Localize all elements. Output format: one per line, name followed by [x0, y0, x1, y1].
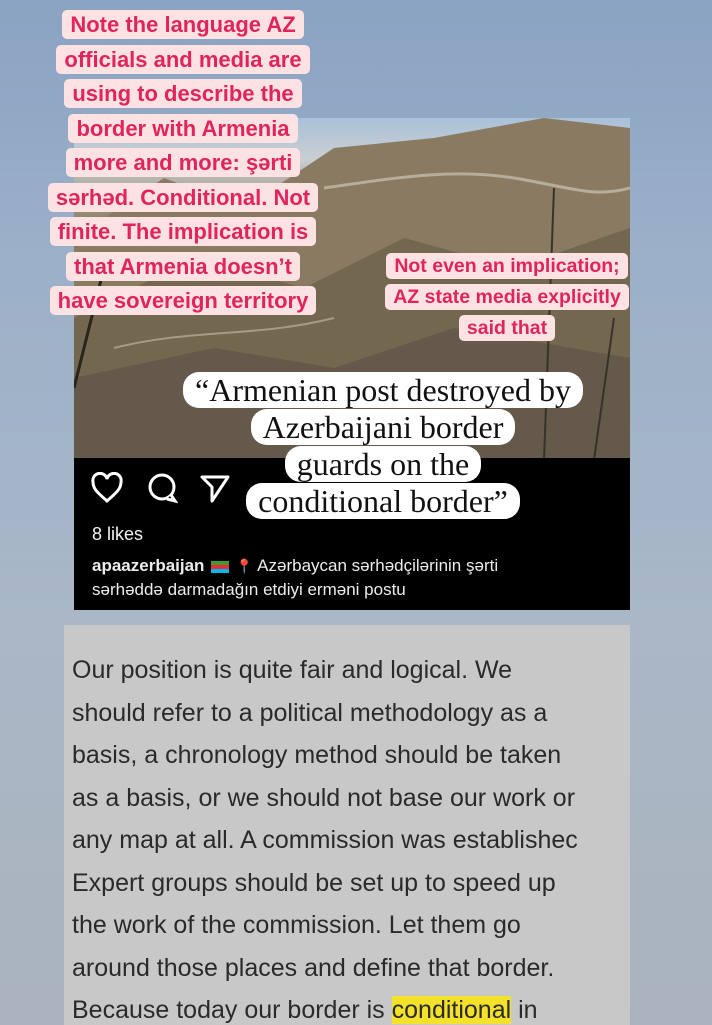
likes-count[interactable]: 8 likes	[92, 524, 144, 544]
quote-line: Azerbaijani border	[251, 409, 516, 445]
article-line: any map at all. A commission was establishec	[72, 826, 578, 854]
note-line: that Armenia doesn’t	[66, 252, 300, 281]
article-line: basis, a chronology method should be taken	[72, 741, 562, 769]
annotation-note-top	[28, 8, 338, 319]
note-line: AZ state media explicitly	[385, 284, 629, 310]
note-line: more and more: şərti	[66, 148, 301, 177]
note-line: officials and media are	[56, 45, 309, 74]
heart-icon[interactable]	[90, 472, 124, 509]
azerbaijan-flag-icon	[211, 561, 229, 573]
note-line: said that	[459, 315, 555, 341]
post-caption	[92, 554, 612, 602]
caption-line-2: sərhəddə darmadağın etdiyi erməni postu	[92, 580, 406, 599]
quote-line: “Armenian post destroyed by	[183, 372, 583, 408]
article-line: Our position is quite fair and logical. We	[72, 656, 513, 684]
note-line: finite. The implication is	[50, 217, 317, 246]
note-line: have sovereign territory	[50, 286, 317, 315]
article-excerpt	[64, 625, 630, 1025]
caption-line-1: Azərbaycan sərhədçilərinin şərti	[257, 556, 499, 575]
quote-line: conditional border”	[246, 483, 520, 519]
note-line: Not even an implication;	[386, 253, 627, 279]
article-line: Because today our border is	[72, 996, 392, 1024]
article-line: around those places and define that border.	[72, 953, 555, 982]
post-username[interactable]: apaazerbaijan	[92, 556, 205, 575]
article-line-tail: in	[511, 996, 538, 1024]
article-line: Expert groups should be set up to speed up	[72, 868, 556, 897]
pin-icon: 📍	[235, 558, 254, 574]
note-line: Note the language AZ	[62, 10, 303, 39]
highlighted-word: conditional	[391, 996, 512, 1024]
annotation-note-side	[362, 251, 652, 344]
quote-overlay	[158, 372, 608, 520]
note-line: using to describe the	[64, 79, 301, 108]
article-line-last	[72, 989, 630, 1025]
article-line: the work of the commission. Let them go	[72, 911, 521, 939]
note-line: border with Armenia	[68, 114, 297, 143]
article-text	[72, 649, 630, 1025]
article-line: as a basis, or we should not base our work or	[72, 783, 576, 812]
note-line: sərhəd. Conditional. Not	[48, 183, 318, 212]
article-line: should refer to a political methodology as a	[72, 698, 548, 727]
quote-line: guards on the	[285, 446, 481, 482]
